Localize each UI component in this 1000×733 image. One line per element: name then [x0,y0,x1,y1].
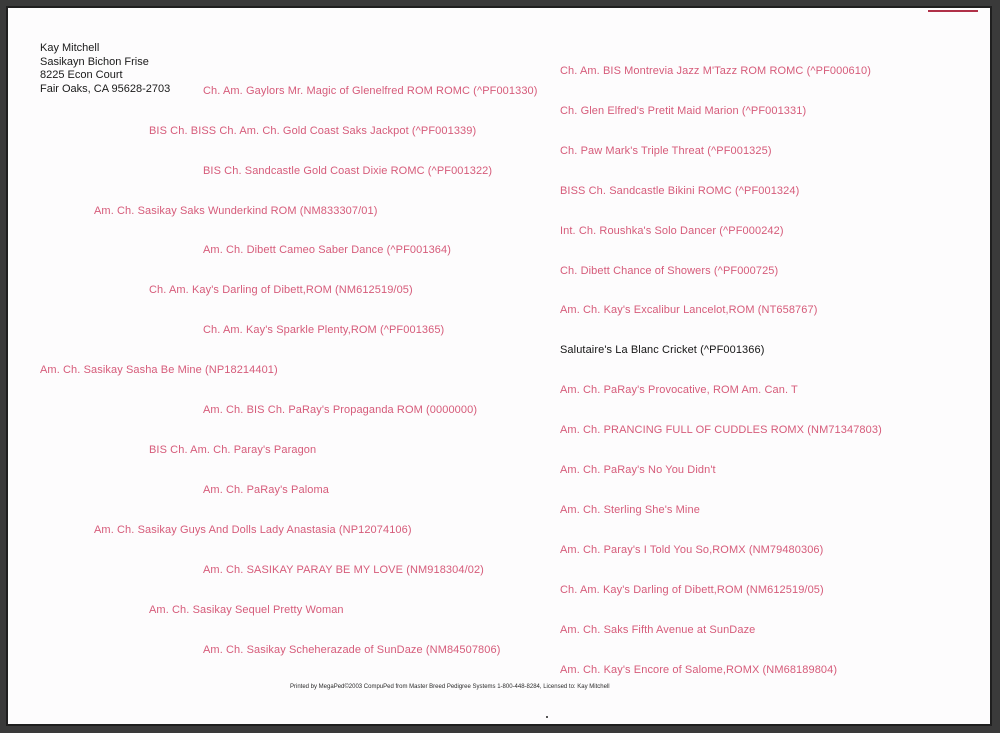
pedigree-entry: BIS Ch. Sandcastle Gold Coast Dixie ROMC (^PF001322) [203,165,493,177]
pedigree-entry: Am. Ch. SASIKAY PARAY BE MY LOVE (NM918304/02) [203,564,484,576]
pedigree-entry: BIS Ch. BISS Ch. Am. Ch. Gold Coast Saks Jackpot (^PF001339) [149,125,477,137]
pedigree-entry: Ch. Glen Elfred's Pretit Maid Marion (^PF001331) [560,105,807,117]
print-footer: Printed by MegaPed©2003 CompuPed from Master Breed Pedigree Systems 1-800-448-8284, Licensed to: Kay Mitchell [290,684,610,690]
pedigree-page [6,6,992,726]
pedigree-entry: Am. Ch. Dibett Cameo Saber Dance (^PF001364) [203,244,452,256]
pedigree-entry: Am. Ch. Sasikay Sequel Pretty Woman [149,604,344,616]
pedigree-entry: Int. Ch. Roushka's Solo Dancer (^PF000242) [560,225,784,237]
pedigree-entry: Am. Ch. Paray's I Told You So,ROMX (NM79480306) [560,544,824,556]
owner-name: Kay Mitchell [40,42,100,54]
owner-street: 8225 Econ Court [40,69,123,81]
pedigree-entry: BIS Ch. Am. Ch. Paray's Paragon [149,444,317,456]
pedigree-entry: Ch. Am. Kay's Darling of Dibett,ROM (NM612519/05) [149,284,413,296]
pedigree-entry: Am. Ch. PRANCING FULL OF CUDDLES ROMX (NM71347803) [560,424,882,436]
pedigree-entry: Ch. Dibett Chance of Showers (^PF000725) [560,265,779,277]
pedigree-entry: Ch. Am. BIS Montrevia Jazz M'Tazz ROM ROMC (^PF000610) [560,65,871,77]
owner-address-block [40,42,170,96]
pedigree-entry: Ch. Am. Kay's Sparkle Plenty,ROM (^PF001365) [203,324,445,336]
pedigree-entry: Am. Ch. Kay's Encore of Salome,ROMX (NM68189804) [560,664,838,676]
pedigree-entry: Am. Ch. Saks Fifth Avenue at SunDaze [560,624,756,636]
pedigree-entry: Ch. Am. Kay's Darling of Dibett,ROM (NM612519/05) [560,584,824,596]
pedigree-entry: BISS Ch. Sandcastle Bikini ROMC (^PF001324) [560,185,800,197]
pedigree-entry: Am. Ch. Kay's Excalibur Lancelot,ROM (NT658767) [560,304,818,316]
pedigree-entry-highlighted: Salutaire's La Blanc Cricket (^PF001366) [560,344,765,356]
page-dot [546,716,548,718]
owner-city: Fair Oaks, CA 95628-2703 [40,82,171,95]
kennel-name: Sasikayn Bichon Frise [40,55,149,68]
pedigree-entry: Ch. Paw Mark's Triple Threat (^PF001325) [560,145,772,157]
pedigree-entry: Am. Ch. Sasikay Scheherazade of SunDaze (NM84507806) [203,644,501,656]
pedigree-entry: Am. Ch. Sasikay Guys And Dolls Lady Anastasia (NP12074106) [94,524,412,536]
corner-mark [928,10,978,12]
pedigree-entry: Am. Ch. PaRay's No You Didn't [560,464,716,476]
pedigree-entry: Ch. Am. Gaylors Mr. Magic of Glenelfred ROM ROMC (^PF001330) [203,85,538,97]
pedigree-entry: Am. Ch. PaRay's Provocative, ROM Am. Can. T [560,384,798,396]
pedigree-entry: Am. Ch. PaRay's Paloma [203,484,329,496]
pedigree-entry: Am. Ch. Sterling She's Mine [560,504,700,516]
pedigree-entry: Am. Ch. Sasikay Saks Wunderkind ROM (NM833307/01) [94,205,378,217]
pedigree-entry: Am. Ch. BIS Ch. PaRay's Propaganda ROM (0000000) [203,404,478,416]
pedigree-subject: Am. Ch. Sasikay Sasha Be Mine (NP18214401) [40,364,278,376]
